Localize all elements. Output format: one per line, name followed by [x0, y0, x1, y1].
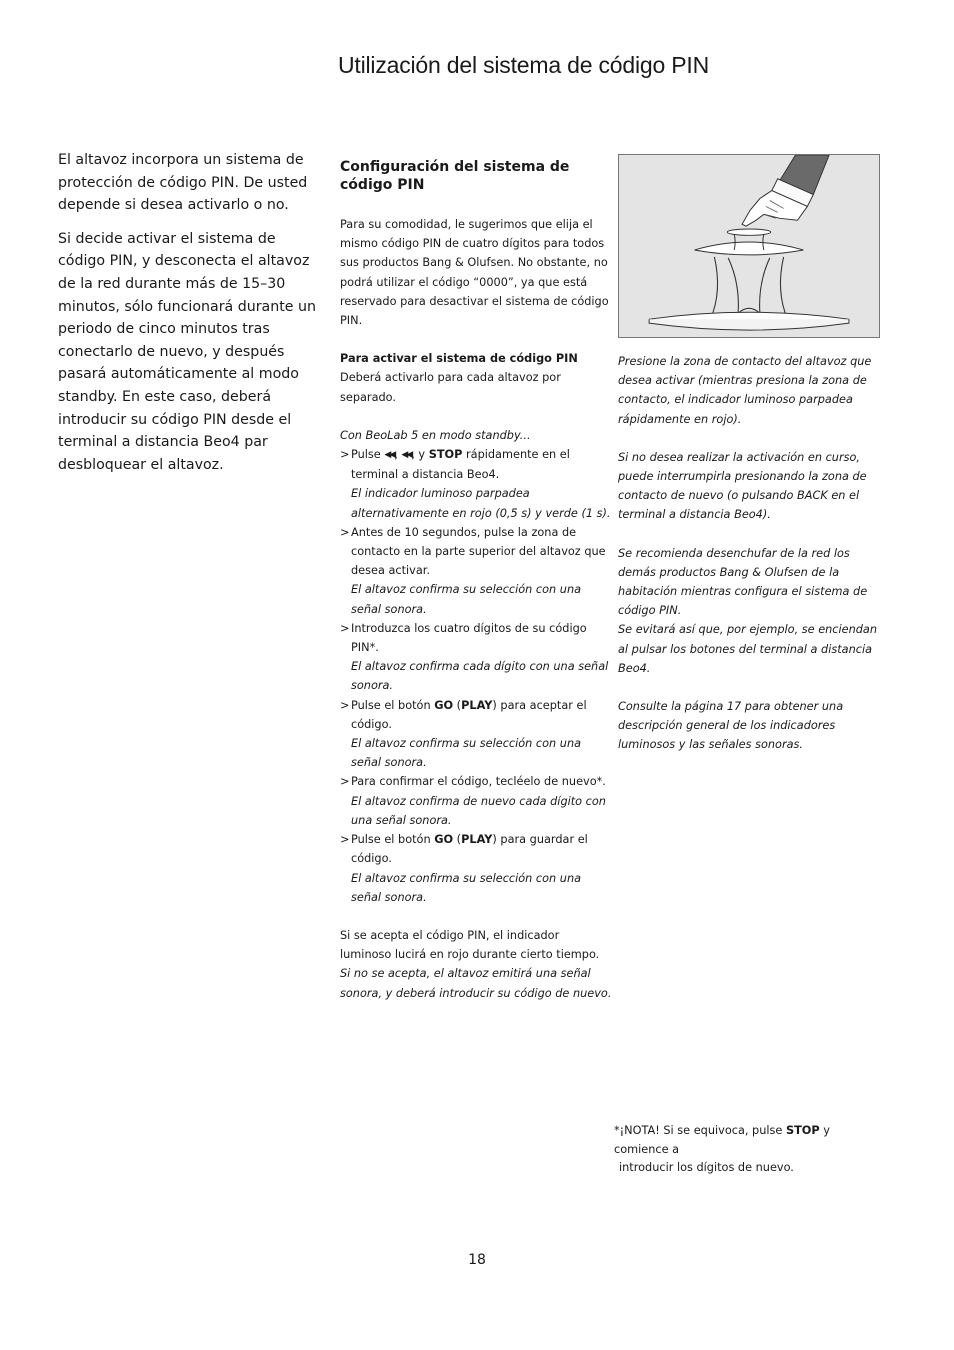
- step-marker: >: [340, 698, 350, 712]
- accept-text: Si se acepta el código PIN, el indicador luminoso lucirá en rojo durante cierto tiempo.: [340, 928, 600, 962]
- instructions-column: [340, 158, 612, 1003]
- step-1-result: El indicador luminoso parpadea alternativamente en rojo (0,5 s) y verde (1 s).: [351, 487, 611, 520]
- intro-paragraph-2: Si decide activar el sistema de código PIN, y desconecta el altavoz de la red durante más de 15–30 minutos, sólo funcionará durante un periodo de cinco minutos tras conectarlo de nuevo, y después pasará automáticamente al modo standby. En este caso, deberá introducir su código PIN desde el terminal a distancia Beo4 par desbloquear el altavoz.: [58, 230, 317, 473]
- intro-note: Para su comodidad, le sugerimos que elija el mismo código PIN de cuatro dígitos para todos sus productos Bang & Olufsen. No obstante, no podrá utilizar el código “0000”, ya que está reservado para desactivar el sistema de código PIN.: [340, 218, 609, 328]
- step-marker: >: [340, 833, 350, 847]
- speaker-illustration: [618, 154, 880, 338]
- go-key: GO: [434, 833, 454, 847]
- step-4-result: El altavoz confirma su selección con una señal sonora.: [351, 737, 582, 770]
- steps-list: [340, 445, 612, 907]
- intro-column: [58, 149, 326, 487]
- section-heading: Configuración del sistema de código PIN: [340, 159, 570, 193]
- step-marker: >: [340, 525, 350, 539]
- step-3-result: El altavoz confirma cada dígito con una señal sonora.: [351, 660, 609, 693]
- step-5-result: El altavoz confirma de nuevo cada dígito con una señal sonora.: [351, 794, 606, 827]
- step-4: > Pulse el botón GO (PLAY) para aceptar el código. El altavoz confirma su selección con una señal sonora.: [340, 696, 612, 773]
- page-title: Utilización del sistema de código PIN: [338, 52, 709, 78]
- activate-label: Para activar el sistema de código PIN: [340, 352, 578, 366]
- step-2: > Antes de 10 segundos, pulse la zona de contacto en la parte superior del altavoz que desea activar. El altavoz confirma su selección con una señal sonora.: [340, 523, 612, 619]
- page-number: 18: [468, 1252, 486, 1268]
- caption-4: Consulte la página 17 para obtener una descripción general de los indicadores luminosos y las señales sonoras.: [618, 700, 844, 752]
- step-2-result: El altavoz confirma su selección con una señal sonora.: [351, 583, 582, 616]
- caption-column: [618, 352, 886, 774]
- rewind-icon: ◀◀: [401, 450, 412, 461]
- step-marker: >: [340, 448, 350, 462]
- speaker-touch-drawing: [619, 155, 879, 337]
- stop-key: STOP: [428, 448, 463, 462]
- step-1: > Pulse ◀◀, ◀◀, y STOP rápidamente en el terminal a distancia Beo4. El indicador luminoso parpadea alternativamente en rojo (0,5 s) y verde (1 s).: [340, 445, 612, 523]
- stop-key: STOP: [785, 1124, 820, 1137]
- caption-3: Se recomienda desenchufar de la red los demás productos Bang & Olufsen de la habitación mientras configura el sistema de código PIN. Se evitará así que, por ejemplo, se enciendan al pulsar los botones del terminal a distancia Beo4.: [618, 546, 878, 675]
- step-6-result: El altavoz confirma su selección con una señal sonora.: [351, 871, 582, 904]
- footnote: *¡NOTA! Si se equivoca, pulse STOP y comience a introducir los dígitos de nuevo.: [614, 1124, 830, 1175]
- intro-paragraph-1: El altavoz incorpora un sistema de protección de código PIN. De usted depende si desea activarlo o no.: [58, 152, 308, 214]
- rewind-icon: ◀◀: [384, 450, 395, 461]
- step-3: > Introduzca los cuatro dígitos de su código PIN*. El altavoz confirma cada dígito con una señal sonora.: [340, 619, 612, 696]
- standby-label: Con BeoLab 5 en modo standby...: [340, 428, 531, 442]
- caption-1: Presione la zona de contacto del altavoz que desea activar (mientras presiona la zona de contacto, el indicador luminoso parpadea rápidamente en rojo).: [618, 355, 872, 426]
- play-key: PLAY: [461, 833, 493, 847]
- step-marker: >: [340, 621, 350, 635]
- go-key: GO: [434, 698, 454, 712]
- step-marker: >: [340, 775, 350, 789]
- step-5: > Para confirmar el código, tecléelo de nuevo*. El altavoz confirma de nuevo cada dígito con una señal sonora.: [340, 772, 612, 830]
- reject-text: Si no se acepta, el altavoz emitirá una señal sonora, y deberá introducir su código de nuevo.: [340, 967, 612, 1000]
- caption-2: Si no desea realizar la activación en curso, puede interrumpirla presionando la zona de contacto de nuevo (o pulsando BACK en el terminal a distancia Beo4).: [618, 450, 867, 522]
- play-key: PLAY: [461, 698, 493, 712]
- step-6: > Pulse el botón GO (PLAY) para guardar el código. El altavoz confirma su selección con una señal sonora.: [340, 830, 612, 907]
- activate-text: Deberá activarlo para cada altavoz por separado.: [340, 371, 561, 404]
